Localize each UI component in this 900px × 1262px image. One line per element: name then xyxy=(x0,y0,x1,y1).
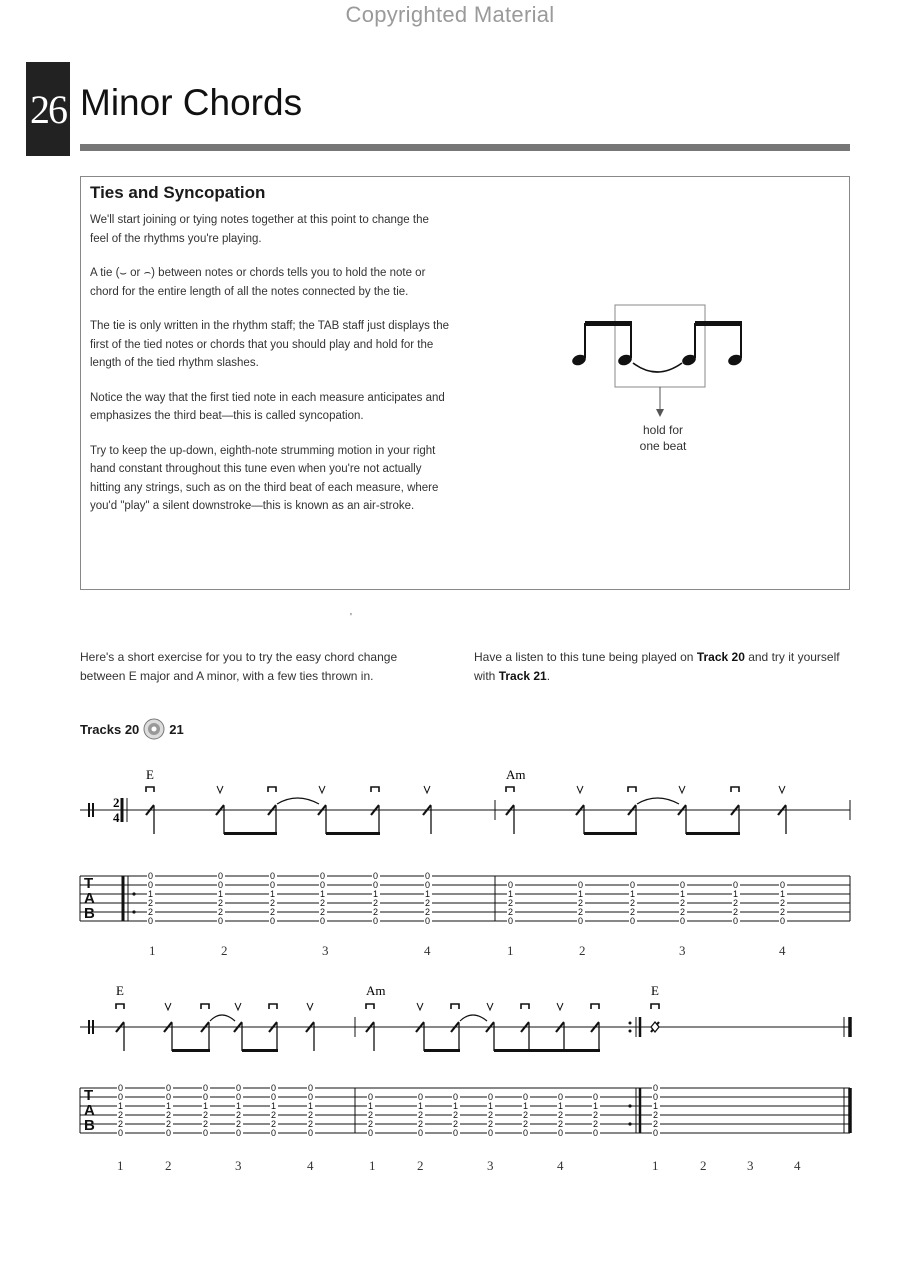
tab-fret: 0 xyxy=(308,1128,314,1138)
tab-fret: 1 xyxy=(418,1101,424,1111)
tab-letter: T xyxy=(84,875,94,892)
tab-fret: 0 xyxy=(270,880,276,890)
tab-fret: 0 xyxy=(558,1092,564,1102)
tab-fret: 2 xyxy=(680,907,686,917)
tab-fret: 0 xyxy=(578,916,584,926)
tab-fret: 2 xyxy=(593,1119,599,1129)
repeat-dot xyxy=(628,1104,631,1107)
tab-fret: 0 xyxy=(320,916,326,926)
beat-count: 1 xyxy=(369,1158,376,1173)
tab-fret: 0 xyxy=(425,880,431,890)
note-beam xyxy=(224,832,277,835)
tab-fret: 2 xyxy=(271,1119,277,1129)
tab-fret: 2 xyxy=(368,1119,374,1129)
tab-fret: 1 xyxy=(166,1101,172,1111)
tab-fret: 2 xyxy=(373,907,379,917)
tab-fret: 0 xyxy=(523,1092,529,1102)
beat-count: 2 xyxy=(417,1158,424,1173)
beat-count: 2 xyxy=(165,1158,172,1173)
tab-fret: 2 xyxy=(488,1110,494,1120)
beat-count: 3 xyxy=(679,943,686,958)
upstroke-mark xyxy=(307,1003,313,1010)
tab-fret: 2 xyxy=(453,1110,459,1120)
tab-fret: 0 xyxy=(508,880,514,890)
tab-fret: 1 xyxy=(118,1101,124,1111)
downstroke-mark xyxy=(628,787,636,792)
downstroke-mark xyxy=(268,787,276,792)
note-beam xyxy=(172,1049,210,1052)
repeat-dot xyxy=(628,1122,631,1125)
tab-fret: 2 xyxy=(118,1119,124,1129)
beat-count: 4 xyxy=(424,943,431,958)
tab-fret: 0 xyxy=(166,1083,172,1093)
upstroke-mark xyxy=(217,786,223,793)
clef-mark xyxy=(88,1020,90,1034)
tab-fret: 0 xyxy=(418,1128,424,1138)
tab-letter: B xyxy=(84,905,95,922)
tab-fret: 2 xyxy=(523,1119,529,1129)
beat-count: 3 xyxy=(235,1158,242,1173)
tab-fret: 1 xyxy=(523,1101,529,1111)
tab-fret: 2 xyxy=(593,1110,599,1120)
beat-count: 1 xyxy=(149,943,156,958)
tab-fret: 0 xyxy=(368,1092,374,1102)
intro-left: Here's a short exercise for you to try the easy chord change between E major and A minor, with a few ties thrown in. xyxy=(80,650,398,683)
tab-fret: 0 xyxy=(578,880,584,890)
box-paragraph: Try to keep the up-down, eighth-note strumming motion in your right hand constant throughout this tune even when you're not actually hitting any strings, such as on the third beat of each measure, where you'd "play" a silent downstroke—this is known as an air-stroke. xyxy=(90,444,439,512)
intro-right-text: . xyxy=(546,669,551,683)
tab-fret: 0 xyxy=(488,1092,494,1102)
tab-fret: 2 xyxy=(418,1110,424,1120)
tab-fret: 1 xyxy=(373,889,379,899)
tie-arc xyxy=(460,1015,487,1021)
intro-right-text: and try it yourself with xyxy=(474,650,840,683)
repeat-dot xyxy=(132,910,135,913)
tab-fret: 0 xyxy=(203,1083,209,1093)
tab-fret: 2 xyxy=(578,907,584,917)
tab-fret: 0 xyxy=(453,1092,459,1102)
tab-fret: 2 xyxy=(148,898,154,908)
tab-fret: 1 xyxy=(558,1101,564,1111)
beat-count: 1 xyxy=(507,943,514,958)
note-beam xyxy=(494,1049,600,1052)
tab-fret: 1 xyxy=(218,889,224,899)
tab-fret: 2 xyxy=(166,1110,172,1120)
downstroke-mark xyxy=(731,787,739,792)
downstroke-mark xyxy=(116,1004,124,1009)
tab-fret: 1 xyxy=(733,889,739,899)
tab-fret: 0 xyxy=(271,1092,277,1102)
upstroke-mark xyxy=(424,786,430,793)
tab-fret: 0 xyxy=(653,1092,659,1102)
tab-fret: 2 xyxy=(558,1119,564,1129)
repeat-dot xyxy=(629,1022,632,1025)
tab-fret: 1 xyxy=(630,889,636,899)
tab-fret: 2 xyxy=(425,898,431,908)
tab-fret: 2 xyxy=(453,1119,459,1129)
upstroke-mark xyxy=(165,1003,171,1010)
tab-fret: 0 xyxy=(680,880,686,890)
tie-arc xyxy=(210,1015,235,1021)
box-title: Ties and Syncopation xyxy=(90,183,266,202)
note-beam xyxy=(242,1049,278,1052)
repeat-dot xyxy=(629,1030,632,1033)
tab-fret: 0 xyxy=(148,871,154,881)
beat-count: 4 xyxy=(779,943,786,958)
tab-fret: 2 xyxy=(320,898,326,908)
box-paragraph: The tie is only written in the rhythm staff; the TAB staff just displays the first of the tied notes or chords that you should play and hold for the length of the tied rhythm slashes. xyxy=(90,320,450,369)
tab-fret: 2 xyxy=(271,1110,277,1120)
tab-fret: 0 xyxy=(166,1092,172,1102)
tab-fret: 2 xyxy=(236,1110,242,1120)
tab-fret: 1 xyxy=(593,1101,599,1111)
beat-count: 4 xyxy=(794,1158,801,1173)
clef-mark xyxy=(92,1020,94,1034)
tab-fret: 1 xyxy=(236,1101,242,1111)
tab-fret: 0 xyxy=(368,1128,374,1138)
box-paragraph: Notice the way that the first tied note in each measure anticipates and emphasizes the third beat—this is called syncopation. xyxy=(90,391,445,422)
tab-fret: 1 xyxy=(271,1101,277,1111)
tab-fret: 2 xyxy=(630,898,636,908)
note-beam xyxy=(424,1049,460,1052)
page-number: 26 xyxy=(26,62,70,156)
tab-fret: 0 xyxy=(148,880,154,890)
tab-fret: 2 xyxy=(270,907,276,917)
downstroke-mark xyxy=(366,1004,374,1009)
upstroke-mark xyxy=(779,786,785,793)
tab-fret: 0 xyxy=(733,916,739,926)
downstroke-mark xyxy=(506,787,514,792)
tab-fret: 2 xyxy=(653,1110,659,1120)
beat-count: 2 xyxy=(221,943,228,958)
tab-fret: 0 xyxy=(308,1083,314,1093)
clef-mark xyxy=(92,803,94,817)
repeat-dot xyxy=(132,892,135,895)
tab-fret: 0 xyxy=(508,916,514,926)
upstroke-mark xyxy=(319,786,325,793)
stray-mark: ' xyxy=(350,612,352,623)
chord-symbol: Am xyxy=(506,767,526,782)
tracks-label-text: Tracks 20 xyxy=(80,721,140,737)
tab-fret: 1 xyxy=(508,889,514,899)
beat-count: 2 xyxy=(700,1158,707,1173)
tab-fret: 0 xyxy=(218,880,224,890)
tab-fret: 0 xyxy=(236,1092,242,1102)
tab-fret: 2 xyxy=(218,898,224,908)
box-paragraph: We'll start joining or tying notes together at this point to change the feel of the rhythms you're playing. xyxy=(90,214,429,245)
note-beam xyxy=(686,832,740,835)
tab-fret: 2 xyxy=(523,1110,529,1120)
hold-label-line: hold for xyxy=(642,423,684,437)
tab-fret: 0 xyxy=(118,1128,124,1138)
tab-fret: 0 xyxy=(320,871,326,881)
tab-fret: 0 xyxy=(733,880,739,890)
tab-fret: 0 xyxy=(488,1128,494,1138)
tab-fret: 0 xyxy=(593,1128,599,1138)
tab-fret: 1 xyxy=(270,889,276,899)
tab-fret: 0 xyxy=(630,916,636,926)
tab-fret: 1 xyxy=(368,1101,374,1111)
tab-fret: 0 xyxy=(236,1083,242,1093)
tab-fret: 1 xyxy=(453,1101,459,1111)
beat-count: 4 xyxy=(307,1158,314,1173)
track-20-ref: Track 20 xyxy=(696,650,745,664)
tab-fret: 0 xyxy=(148,916,154,926)
upstroke-mark xyxy=(577,786,583,793)
tab-fret: 0 xyxy=(373,916,379,926)
upstroke-mark xyxy=(235,1003,241,1010)
tab-fret: 1 xyxy=(425,889,431,899)
tab-fret: 0 xyxy=(308,1092,314,1102)
chord-symbol: E xyxy=(651,983,659,998)
tab-fret: 0 xyxy=(523,1128,529,1138)
tab-fret: 0 xyxy=(166,1128,172,1138)
tab-fret: 2 xyxy=(218,907,224,917)
beat-count: 3 xyxy=(322,943,329,958)
beat-count: 1 xyxy=(652,1158,659,1173)
beat-count: 1 xyxy=(117,1158,124,1173)
tab-fret: 0 xyxy=(373,880,379,890)
tab-letter: A xyxy=(84,1102,95,1119)
beat-count: 3 xyxy=(487,1158,494,1173)
tab-fret: 0 xyxy=(418,1092,424,1102)
tab-fret: 2 xyxy=(308,1110,314,1120)
time-signature-top: 2 xyxy=(113,795,120,810)
upstroke-mark xyxy=(679,786,685,793)
tab-fret: 2 xyxy=(780,907,786,917)
tab-fret: 1 xyxy=(653,1101,659,1111)
tracks-label-text: 21 xyxy=(169,721,184,737)
tab-fret: 2 xyxy=(203,1119,209,1129)
tab-fret: 2 xyxy=(308,1119,314,1129)
tab-fret: 0 xyxy=(653,1083,659,1093)
tab-fret: 0 xyxy=(425,916,431,926)
tab-fret: 2 xyxy=(425,907,431,917)
chord-symbol: E xyxy=(116,983,124,998)
tie-arc xyxy=(277,798,319,804)
tab-fret: 1 xyxy=(203,1101,209,1111)
intro-right-text: Have a listen to this tune being played on xyxy=(474,650,697,664)
tab-fret: 1 xyxy=(680,889,686,899)
tab-fret: 2 xyxy=(320,907,326,917)
tab-fret: 2 xyxy=(578,898,584,908)
tab-fret: 0 xyxy=(270,871,276,881)
downstroke-mark xyxy=(146,787,154,792)
tab-fret: 0 xyxy=(425,871,431,881)
tab-fret: 2 xyxy=(733,907,739,917)
tab-fret: 2 xyxy=(508,898,514,908)
tab-fret: 2 xyxy=(733,898,739,908)
upstroke-mark xyxy=(417,1003,423,1010)
downstroke-mark xyxy=(451,1004,459,1009)
tab-fret: 0 xyxy=(271,1083,277,1093)
copyright-watermark: Copyrighted Material xyxy=(345,2,555,27)
tab-fret: 0 xyxy=(270,916,276,926)
tab-fret: 0 xyxy=(373,871,379,881)
tab-fret: 2 xyxy=(270,898,276,908)
tab-fret: 2 xyxy=(166,1119,172,1129)
tab-letter: B xyxy=(84,1117,95,1134)
tab-fret: 0 xyxy=(203,1128,209,1138)
track-21-ref: Track 21 xyxy=(498,669,547,683)
clef-mark xyxy=(88,803,90,817)
tab-fret: 2 xyxy=(203,1110,209,1120)
downstroke-mark xyxy=(591,1004,599,1009)
tab-fret: 2 xyxy=(780,898,786,908)
tab-fret: 2 xyxy=(558,1110,564,1120)
tab-fret: 0 xyxy=(320,880,326,890)
tab-fret: 2 xyxy=(680,898,686,908)
downstroke-mark xyxy=(201,1004,209,1009)
tab-fret: 1 xyxy=(488,1101,494,1111)
tab-fret: 2 xyxy=(373,898,379,908)
tab-fret: 0 xyxy=(218,916,224,926)
tab-fret: 2 xyxy=(148,907,154,917)
hold-label-line: one beat xyxy=(639,439,687,453)
tab-fret: 0 xyxy=(453,1128,459,1138)
page-title: Minor Chords xyxy=(80,82,303,123)
box-paragraph: A tie (⌣ or ⌢) between notes or chords tells you to hold the note or chord for the entire length of all the notes connected by the tie. xyxy=(90,267,426,298)
tab-fret: 0 xyxy=(558,1128,564,1138)
tab-fret: 2 xyxy=(630,907,636,917)
tab-fret: 0 xyxy=(593,1092,599,1102)
downstroke-mark xyxy=(651,1004,659,1009)
tab-fret: 0 xyxy=(653,1128,659,1138)
tab-fret: 1 xyxy=(578,889,584,899)
downstroke-mark xyxy=(371,787,379,792)
tab-fret: 2 xyxy=(368,1110,374,1120)
beat-count: 4 xyxy=(557,1158,564,1173)
tab-fret: 0 xyxy=(780,916,786,926)
upstroke-mark xyxy=(557,1003,563,1010)
tab-fret: 0 xyxy=(236,1128,242,1138)
time-signature-bottom: 4 xyxy=(113,810,120,825)
tab-fret: 0 xyxy=(218,871,224,881)
tab-fret: 0 xyxy=(680,916,686,926)
tab-fret: 2 xyxy=(418,1119,424,1129)
beat-count: 2 xyxy=(579,943,586,958)
tab-fret: 0 xyxy=(630,880,636,890)
chord-symbol: E xyxy=(146,767,154,782)
beat-count: 3 xyxy=(747,1158,754,1173)
tab-letter: T xyxy=(84,1087,94,1104)
tab-fret: 1 xyxy=(780,889,786,899)
tab-letter: A xyxy=(84,890,95,907)
tab-fret: 2 xyxy=(508,907,514,917)
tab-fret: 0 xyxy=(118,1092,124,1102)
note-beam xyxy=(584,832,637,835)
tab-fret: 2 xyxy=(653,1119,659,1129)
tab-fret: 1 xyxy=(148,889,154,899)
tab-fret: 0 xyxy=(271,1128,277,1138)
tab-fret: 2 xyxy=(236,1119,242,1129)
tab-fret: 0 xyxy=(203,1092,209,1102)
tab-fret: 1 xyxy=(308,1101,314,1111)
tab-fret: 0 xyxy=(780,880,786,890)
downstroke-mark xyxy=(521,1004,529,1009)
note-beam xyxy=(326,832,380,835)
tab-fret: 1 xyxy=(320,889,326,899)
tab-fret: 2 xyxy=(118,1110,124,1120)
tab-fret: 2 xyxy=(488,1119,494,1129)
downstroke-mark xyxy=(269,1004,277,1009)
chord-symbol: Am xyxy=(366,983,386,998)
tie-arc xyxy=(637,798,679,804)
upstroke-mark xyxy=(487,1003,493,1010)
tab-fret: 0 xyxy=(118,1083,124,1093)
